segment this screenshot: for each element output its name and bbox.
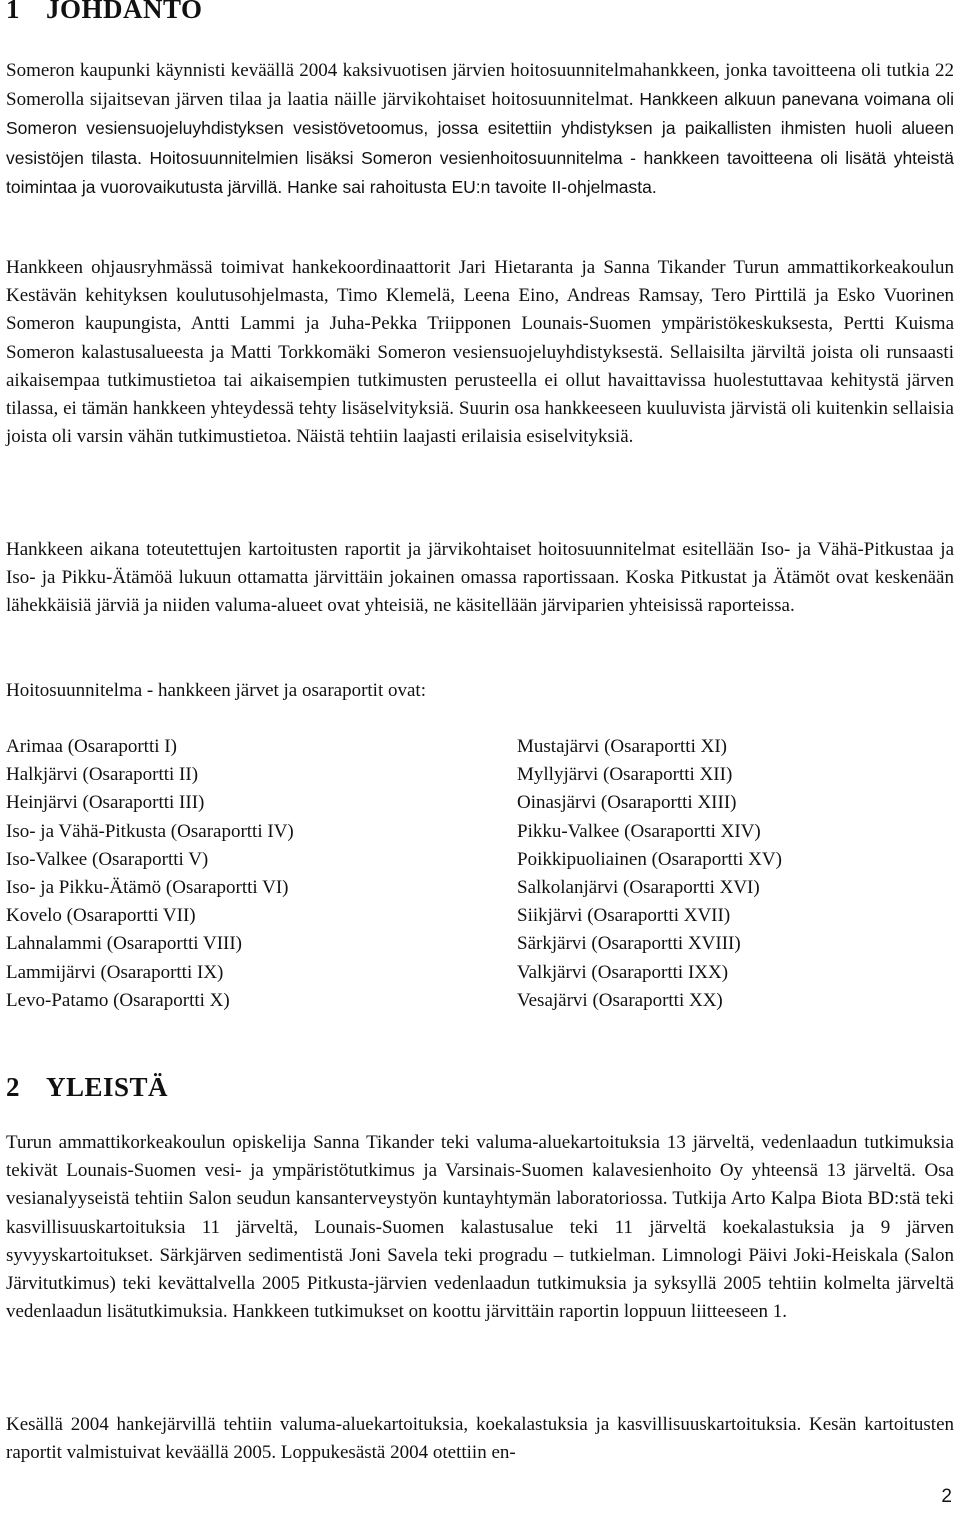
list-item: Iso-Valkee (Osaraportti V) [6,848,209,870]
section-number: 2 [6,1072,20,1102]
intro-text-sans: Hankkeen alkuun panevana voimana oli Someron vesiensuojeluyhdistyksen vesistövetoomus, jossa esitettiin yhdistyksen ja paikallisten ihmisten huoli alueen vesistöjen tilasta. Hoitosuunnitelmien lisäksi Someron vesienhoitosuunnitelma - hankkeen tavoitteena oli lisätä yhteistä toimintaa ja vuorovaikutusta järvillä. Hanke sai rahoitusta EU:n tavoite II-ohjelmasta. [6,89,955,197]
list-item: Särkjärvi (Osaraportti XVIII) [517,933,741,955]
list-item: Pikku-Valkee (Osaraportti XIV) [517,820,761,842]
list-item: Vesajärvi (Osaraportti XX) [517,989,723,1011]
list-item: Poikkipuoliainen (Osaraportti XV) [517,848,782,870]
list-item: Iso- ja Vähä-Pitkusta (Osaraportti IV) [6,820,294,842]
list-item: Levo-Patamo (Osaraportti X) [6,989,230,1011]
studies-paragraph: Turun ammattikorkeakoulun opiskelija Sanna Tikander teki valuma-aluekartoituksia 13 järveltä, vedenlaadun tutkimuksia tekivät Lounais-Suomen vesi- ja ympäristötutkimus ja Varsinais-Suomen kalavesienhoito Oy yhteensä 13 järveltä. Osa vesianalyyseistä tehtiin Salon seudun kansanterveystyön kuntayhtymän laboratoriossa. Tutkija Arto Kalpa Biota BD:stä teki kasvillisuuskartoituksia 11 järveltä, Lounais-Suomen kalastusalue teki 11 järveltä koekalastuksia ja 9 järven syvyyskartoitukset. Särkjärven sedimentistä Joni Savela teki progradu – tutkielman. Limnologi Päivi Joki-Heiskala (Salon Järvitutkimus) teki kevättalvella 2005 Pitkusta-järvien vedenlaadun tutkimuksia ja syksyllä 2005 tehtiin kolmelta järveltä vedenlaadun lisätutkimuksia. Hankkeen tutkimukset on koottu järvittäin raportin loppuun liitteeseen 1. [6,1132,954,1323]
summer-paragraph: Kesällä 2004 hankejärvillä tehtiin valuma-aluekartoituksia, koekalastuksia ja kasvillisuuskartoituksia. Kesän kartoitusten raportit valmistuivat keväällä 2005. Loppukesästä 2004 otettiin en- [6,1414,954,1464]
list-item: Iso- ja Pikku-Ätämö (Osaraportti VI) [6,877,289,899]
lake-list-left [6,733,294,1015]
section-heading-yleista [6,1070,168,1104]
section-heading-johdanto [6,0,203,26]
list-item: Lammijärvi (Osaraportti IX) [6,961,224,983]
steering-group-paragraph: Hankkeen ohjausryhmässä toimivat hankekoordinaattorit Jari Hietaranta ja Sanna Tikander Turun ammattikorkeakoulun Kestävän kehityksen koulutusohjelmasta, Timo Klemelä, Leena Eino, Andreas Ramsay, Tero Pirttilä ja Esko Vuorinen Someron kaupungista, Antti Lammi ja Juha-Pekka Triipponen Lounais-Suomen ympäristökeskuksesta, Pertti Kuisma Someron kalastusalueesta ja Matti Torkkomäki Someron vesiensuojeluyhdistyksestä. Sellaisilta järviltä joista oli runsaasti aikaisempaa tutkimustietoa tai aikaisempien tutkimusten perusteella ei ollut havaittavissa huolestuttavaa kehitystä järven tilassa, ei tämän hankkeen yhteydessä tehty lisäselvityksiä. Suurin osa hankkeeseen kuuluvista järvistä oli kuitenkin sellaisia joista oli varsin vähän tutkimustietoa. Näistä tehtiin laajasti erilaisia esiselvityksiä. [6,257,954,448]
list-item: Arimaa (Osaraportti I) [6,736,177,757]
lake-list-right [517,733,782,1015]
reports-paragraph: Hankkeen aikana toteutettujen kartoitusten raportit ja järvikohtaiset hoitosuunnitelmat esitellään Iso- ja Vähä-Pitkustaa ja Iso- ja Pikku-Ätämöä lukuun ottamatta järvittäin jokainen omassa raportissaan. Koska Pitkustat ja Ätämöt ovat keskenään lähekkäisiä järviä ja niiden valuma-alueet ovat yhteisiä, ne käsitellään järviparien yhteisissä raporteissa. [6,539,954,617]
page-number: 2 [941,1486,952,1507]
list-item: Heinjärvi (Osaraportti III) [6,792,205,814]
list-item: Salkolanjärvi (Osaraportti XVI) [517,877,760,899]
list-item: Halkjärvi (Osaraportti II) [6,764,199,786]
intro-text-serif: Someron kaupunki käynnisti keväällä 2004 kaksivuotisen järvien hoitosuunnitelmahankkeen, jonka tavoitteena oli tutkia 22 Somerolla sijaitsevan järven tilaa ja laatia näille järvikohtaiset hoitosuunnitelmat. [6,60,954,111]
section-number: 1 [6,0,20,24]
list-item: Siikjärvi (Osaraportti XVII) [517,905,731,927]
list-item: Oinasjärvi (Osaraportti XIII) [517,792,737,814]
lake-list-intro: Hoitosuunnitelma - hankkeen järvet ja osaraportit ovat: [6,680,426,701]
intro-paragraph [6,57,954,202]
list-item: Valkjärvi (Osaraportti IXX) [517,961,729,983]
list-item: Myllyjärvi (Osaraportti XII) [517,764,733,786]
section-title: YLEISTÄ [46,1072,169,1102]
list-item: Lahnalammi (Osaraportti VIII) [6,933,243,955]
list-item: Kovelo (Osaraportti VII) [6,905,196,927]
list-item: Mustajärvi (Osaraportti XI) [517,736,727,757]
section-title: JOHDANTO [46,0,203,24]
